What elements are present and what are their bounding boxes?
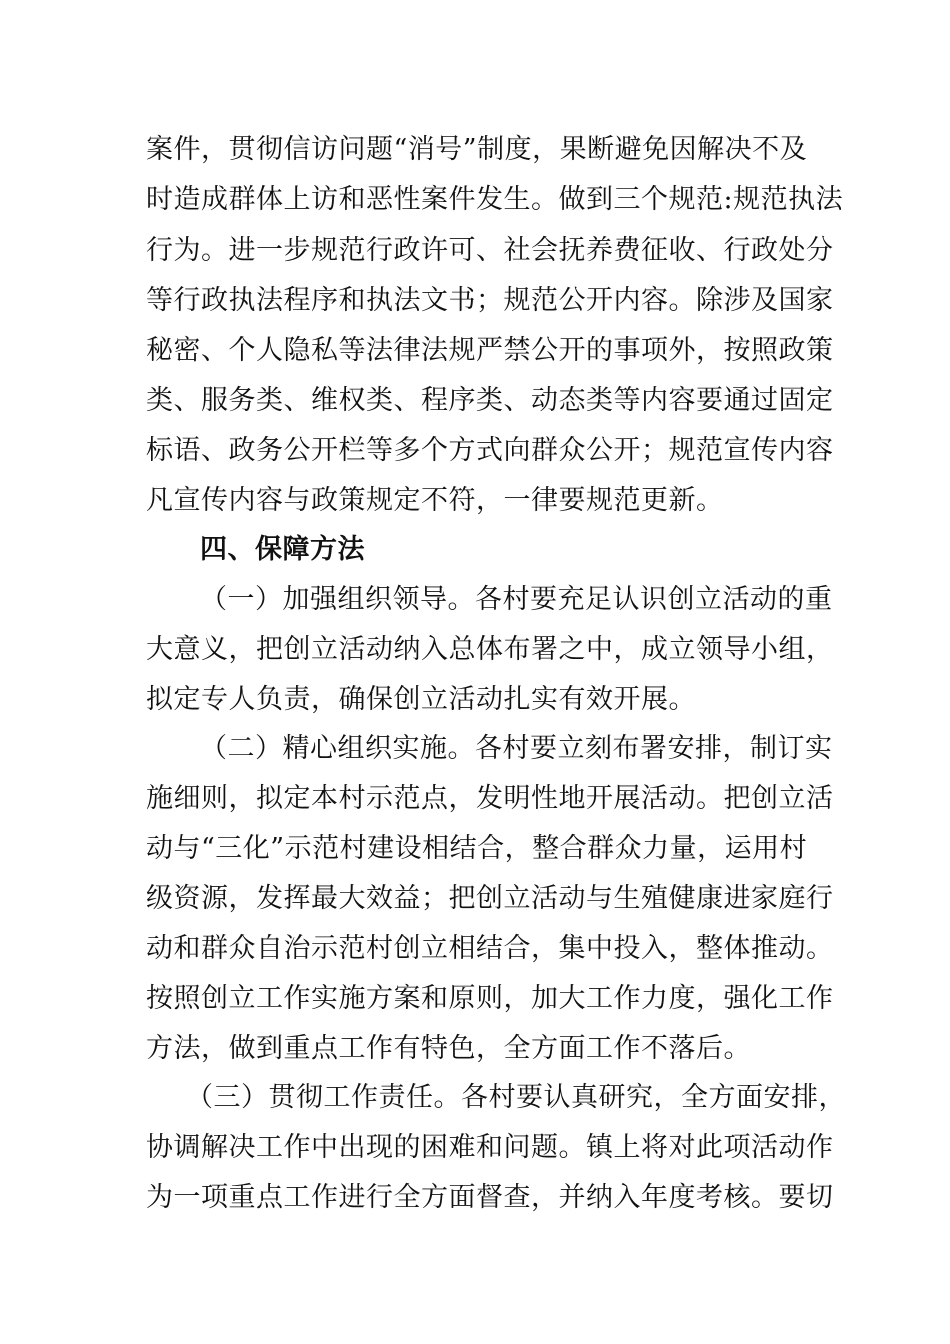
text-line: 行为。进一步规范行政许可、社会抚养费征收、行政处分 <box>146 235 834 266</box>
text-line: 等行政执法程序和执法文书；规范公开内容。除涉及国家 <box>146 285 834 316</box>
text-line: 按照创立工作实施方案和原则，加大工作力度，强化工作 <box>146 983 834 1014</box>
text-line: 方法，做到重点工作有特色，全方面工作不落后。 <box>146 1033 751 1064</box>
text-line: 动与“三化”示范村建设相结合，整合群众力量，运用村 <box>146 833 808 864</box>
text-line: 案件，贯彻信访问题“消号”制度，果断避免因解决不及 <box>146 134 808 165</box>
text-line: 时造成群体上访和恶性案件发生。做到三个规范:规范执法 <box>146 184 844 215</box>
text-line: （三）贯彻工作责任。各村要认真研究，全方面安排， <box>186 1082 846 1113</box>
text-line: 秘密、个人隐私等法律法规严禁公开的事项外，按照政策 <box>146 335 834 366</box>
text-line: 凡宣传内容与政策规定不符，一律要规范更新。 <box>146 485 724 516</box>
section-heading: 四、保障方法 <box>200 534 365 565</box>
text-line: 级资源，发挥最大效益；把创立活动与生殖健康进家庭行 <box>146 883 834 914</box>
text-line: （二）精心组织实施。各村要立刻布署安排，制订实 <box>200 733 833 764</box>
text-line: （一）加强组织领导。各村要充足认识创立活动的重 <box>200 584 833 615</box>
text-line: 施细则，拟定本村示范点，发明性地开展活动。把创立活 <box>146 783 834 814</box>
text-line: 标语、政务公开栏等多个方式向群众公开；规范宣传内容 <box>146 435 834 466</box>
text-line: 协调解决工作中出现的困难和问题。镇上将对此项活动作 <box>146 1132 834 1163</box>
text-line: 为一项重点工作进行全方面督查，并纳入年度考核。要切 <box>146 1182 834 1213</box>
text-line: 拟定专人负责，确保创立活动扎实有效开展。 <box>146 684 696 715</box>
text-line: 类、服务类、维权类、程序类、动态类等内容要通过固定 <box>146 385 834 416</box>
text-line: 动和群众自治示范村创立相结合，集中投入，整体推动。 <box>146 933 834 964</box>
text-line: 大意义，把创立活动纳入总体布署之中，成立领导小组， <box>146 634 834 665</box>
